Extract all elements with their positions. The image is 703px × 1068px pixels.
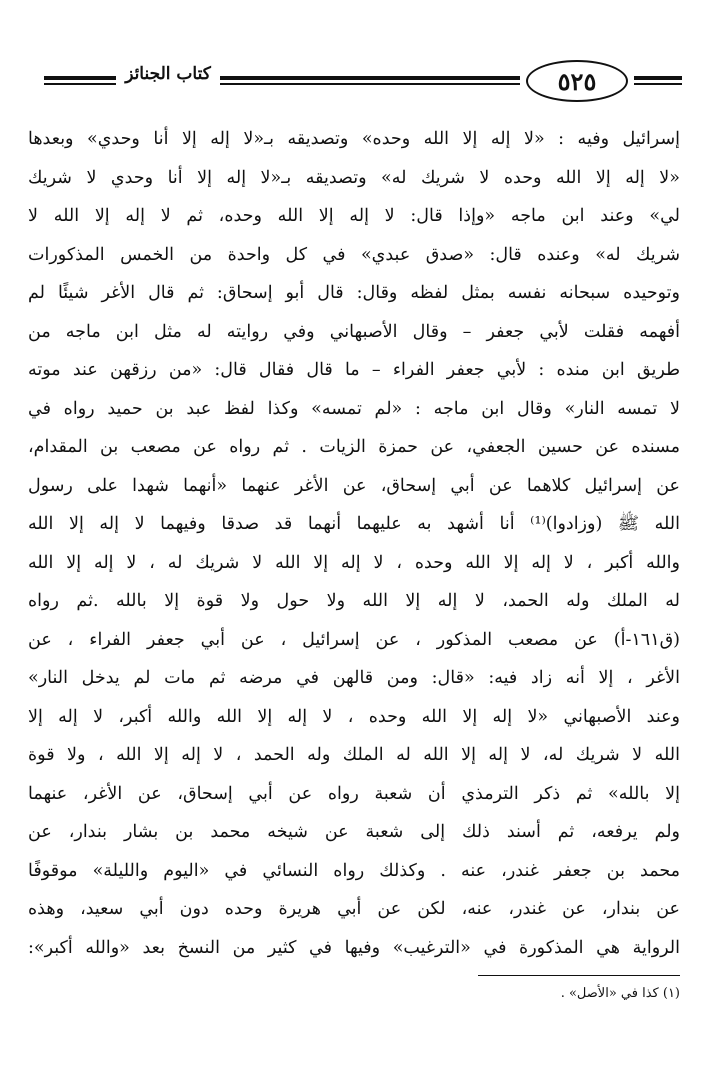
text-line: عن إسرائيل كلاهما عن أبي إسحاق، عن الأغر عنهما «أنهما شهدا على رسول <box>28 475 680 496</box>
text-line: مسنده عن حسين الجعفي، عن حمزة الزيات . ثم رواه عن مصعب بن المقدام، <box>28 437 680 457</box>
text-line: محمد بن جعفر غندر، عنه . وكذلك رواه النسائي في «اليوم والليلة» موقوفًا <box>28 860 680 881</box>
body-text <box>28 120 680 967</box>
text-line: إلا بالله» ثم ذكر الترمذي أن شعبة رواه عن أبي إسحاق، عن الأغر، عنهما <box>28 783 680 804</box>
chapter-title: كتاب الجنائز <box>125 64 211 84</box>
text-line: شريك له» وعنده قال: «صدق عبدي» في كل واحدة من الخمس المذكورات <box>28 244 680 265</box>
text-line: وتوحيده سبحانه نفسه بمثل لفظه وقال: قال أبو إسحاق: ثم قال الأغر شيئًا لم <box>28 283 680 303</box>
header-rule-middle <box>220 76 520 86</box>
text-line: أفهمه فقلت لأبي جعفر – وقال الأصبهاني وفي روايته له مثل ابن ماجه من <box>28 321 680 342</box>
page-header <box>44 62 682 114</box>
text-line: الأغر ، إلا أنه زاد فيه: «قال: ومن قالهن في مرضه ثم مات لم يدخل النار» <box>28 668 680 688</box>
footnote-divider <box>478 975 680 976</box>
text-line: لا تمسه النار» وقال ابن ماجه : «لم تمسه» وكذا لفظ عبد بن حميد رواه في <box>28 398 680 419</box>
header-rule-left <box>44 76 116 86</box>
text-line: «لا إله إلا الله وحده لا شريك له» وتصديقه بـ«لا إله إلا أنا وحدي لا شريك <box>28 167 680 188</box>
text-line: الرواية هي المذكورة في «الترغيب» وفيها في كثير من النسخ بعد «والله أكبر»: <box>28 937 680 958</box>
page-number: ٥٢٥ <box>526 60 628 102</box>
text-line: طريق ابن منده : لأبي جعفر الفراء – ما قال فقال قال: «من رزقهن عند موته <box>28 360 680 380</box>
text-line: والله أكبر ، لا إله إلا الله وحده ، لا إله إلا الله لا شريك له ، لا إله إلا الله <box>28 552 680 573</box>
text-line: الله لا شريك له، لا إله إلا الله له الملك وله الحمد ، لا إله إلا الله ، ولا قوة <box>28 745 680 765</box>
text-line: وعند الأصبهاني «لا إله إلا الله وحده ، لا إله إلا الله والله أكبر، لا إله إلا <box>28 706 680 727</box>
text-line: (ق١٦١-أ) عن مصعب المذكور ، عن إسرائيل ، عن أبي جعفر الفراء ، عن <box>28 629 680 650</box>
header-rule-right <box>634 76 682 86</box>
text-line: لي» وعند ابن ماجه «وإذا قال: لا إله إلا الله وحده، ثم لا إله إلا الله لا <box>28 206 680 226</box>
footnote: (١) كذا في «الأصل» . <box>560 986 680 1001</box>
text-line: إسرائيل وفيه : «لا إله إلا الله وحده» وتصديقه بـ«لا إله إلا أنا وحدي» وبعدها <box>28 129 680 149</box>
text-line: عن بندار، عن غندر، عنه، لكن عن أبي هريرة وحده دون أبي سعيد، وهذه <box>28 899 680 919</box>
text-line: الله ﷺ (وزادوا)⁽¹⁾ أنا أشهد به عليهما أنهما قد صدقا وفيهما لا إله إلا الله <box>28 514 680 534</box>
text-line: له الملك وله الحمد، لا إله إلا الله ولا حول ولا قوة إلا بالله .ثم رواه <box>28 591 680 611</box>
text-line: ولم يرفعه، ثم أسند ذلك إلى شعبة عن شيخه محمد بن بشار بندار، عن <box>28 822 680 842</box>
